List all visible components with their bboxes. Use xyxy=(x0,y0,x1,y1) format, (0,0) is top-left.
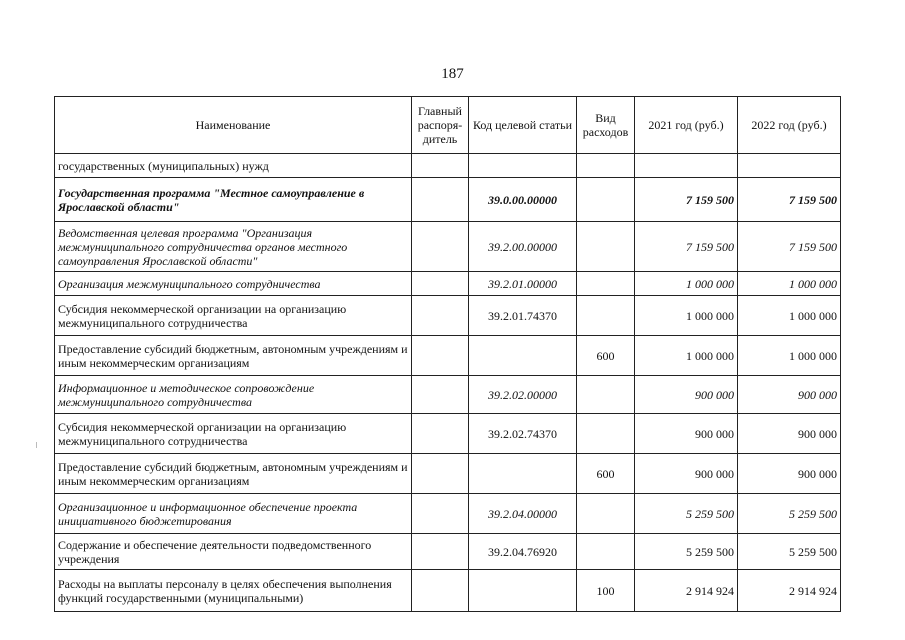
cell-2022: 7 159 500 xyxy=(738,222,841,272)
cell-name: Организационное и информационное обеспечение проекта инициативного бюджетирования xyxy=(55,494,412,534)
header-admin: Главный распоря-дитель xyxy=(412,97,469,154)
table-row xyxy=(55,414,841,454)
cell-name: Расходы на выплаты персоналу в целях обеспечения выполнения функций государственными (муниципальными) xyxy=(55,570,412,612)
cell-kind xyxy=(577,178,635,222)
cell-2022: 5 259 500 xyxy=(738,534,841,570)
cell-2022: 1 000 000 xyxy=(738,272,841,296)
cell-name: Содержание и обеспечение деятельности подведомственного учреждения xyxy=(55,534,412,570)
cell-code: 39.2.04.00000 xyxy=(469,494,577,534)
cell-2022: 900 000 xyxy=(738,376,841,414)
header-kind: Вид расходов xyxy=(577,97,635,154)
cell-kind: 100 xyxy=(577,570,635,612)
cell-code xyxy=(469,454,577,494)
cell-name: Ведомственная целевая программа "Организация межмуниципального сотрудничества органов местного самоуправления Ярославской области" xyxy=(55,222,412,272)
cell-name: Субсидия некоммерческой организации на организацию межмуниципального сотрудничества xyxy=(55,296,412,336)
cell-name: Информационное и методическое сопровождение межмуниципального сотрудничества xyxy=(55,376,412,414)
table-row xyxy=(55,222,841,272)
table-row xyxy=(55,336,841,376)
cell-kind: 600 xyxy=(577,454,635,494)
cell-code: 39.2.01.74370 xyxy=(469,296,577,336)
table-row xyxy=(55,154,841,178)
cell-2021 xyxy=(635,154,738,178)
cell-kind: 600 xyxy=(577,336,635,376)
cell-admin xyxy=(412,414,469,454)
cell-admin xyxy=(412,178,469,222)
cell-2022: 2 914 924 xyxy=(738,570,841,612)
header-name: Наименование xyxy=(55,97,412,154)
cell-code: 39.0.00.00000 xyxy=(469,178,577,222)
cell-2022: 1 000 000 xyxy=(738,296,841,336)
cell-2021: 1 000 000 xyxy=(635,296,738,336)
cell-name: Предоставление субсидий бюджетным, автономным учреждениям и иным некоммерческим организациям xyxy=(55,454,412,494)
table-row xyxy=(55,454,841,494)
cell-code: 39.2.04.76920 xyxy=(469,534,577,570)
table-row xyxy=(55,178,841,222)
cell-admin xyxy=(412,534,469,570)
cell-2022: 1 000 000 xyxy=(738,336,841,376)
cell-kind xyxy=(577,272,635,296)
cell-2021: 1 000 000 xyxy=(635,336,738,376)
cell-code xyxy=(469,154,577,178)
cell-2021: 5 259 500 xyxy=(635,494,738,534)
cell-name: Организация межмуниципального сотрудничества xyxy=(55,272,412,296)
cell-2021: 5 259 500 xyxy=(635,534,738,570)
cell-admin xyxy=(412,154,469,178)
cell-code: 39.2.01.00000 xyxy=(469,272,577,296)
page-number: 187 xyxy=(441,66,464,82)
cell-2021: 900 000 xyxy=(635,454,738,494)
table-row xyxy=(55,272,841,296)
table-row xyxy=(55,534,841,570)
cell-code xyxy=(469,336,577,376)
cell-2022 xyxy=(738,154,841,178)
cell-2022: 900 000 xyxy=(738,454,841,494)
cell-2021: 900 000 xyxy=(635,376,738,414)
cell-kind xyxy=(577,376,635,414)
cell-2021: 2 914 924 xyxy=(635,570,738,612)
table-row xyxy=(55,296,841,336)
cell-admin xyxy=(412,296,469,336)
cell-admin xyxy=(412,336,469,376)
cell-code xyxy=(469,570,577,612)
cell-admin xyxy=(412,376,469,414)
cell-name: Субсидия некоммерческой организации на организацию межмуниципального сотрудничества xyxy=(55,414,412,454)
table-body xyxy=(55,154,841,612)
cell-2021: 7 159 500 xyxy=(635,222,738,272)
cell-kind xyxy=(577,534,635,570)
table-header-row xyxy=(55,97,841,154)
cell-kind xyxy=(577,154,635,178)
budget-table xyxy=(54,96,841,612)
cell-code: 39.2.00.00000 xyxy=(469,222,577,272)
cell-admin xyxy=(412,494,469,534)
cell-admin xyxy=(412,570,469,612)
cell-2022: 900 000 xyxy=(738,414,841,454)
cell-kind xyxy=(577,414,635,454)
cell-2022: 5 259 500 xyxy=(738,494,841,534)
cell-code: 39.2.02.00000 xyxy=(469,376,577,414)
cell-admin xyxy=(412,454,469,494)
scan-mark xyxy=(36,442,37,448)
cell-admin xyxy=(412,222,469,272)
cell-2021: 900 000 xyxy=(635,414,738,454)
table-row xyxy=(55,494,841,534)
cell-name: государственных (муниципальных) нужд xyxy=(55,154,412,178)
table-row xyxy=(55,570,841,612)
header-2021: 2021 год (руб.) xyxy=(635,97,738,154)
cell-2022: 7 159 500 xyxy=(738,178,841,222)
cell-2021: 1 000 000 xyxy=(635,272,738,296)
table-row xyxy=(55,376,841,414)
cell-kind xyxy=(577,222,635,272)
cell-admin xyxy=(412,272,469,296)
cell-2021: 7 159 500 xyxy=(635,178,738,222)
header-code: Код целевой статьи xyxy=(469,97,577,154)
cell-name: Предоставление субсидий бюджетным, автономным учреждениям и иным некоммерческим организациям xyxy=(55,336,412,376)
cell-name: Государственная программа "Местное самоуправление в Ярославской области" xyxy=(55,178,412,222)
cell-kind xyxy=(577,494,635,534)
header-2022: 2022 год (руб.) xyxy=(738,97,841,154)
cell-kind xyxy=(577,296,635,336)
cell-code: 39.2.02.74370 xyxy=(469,414,577,454)
